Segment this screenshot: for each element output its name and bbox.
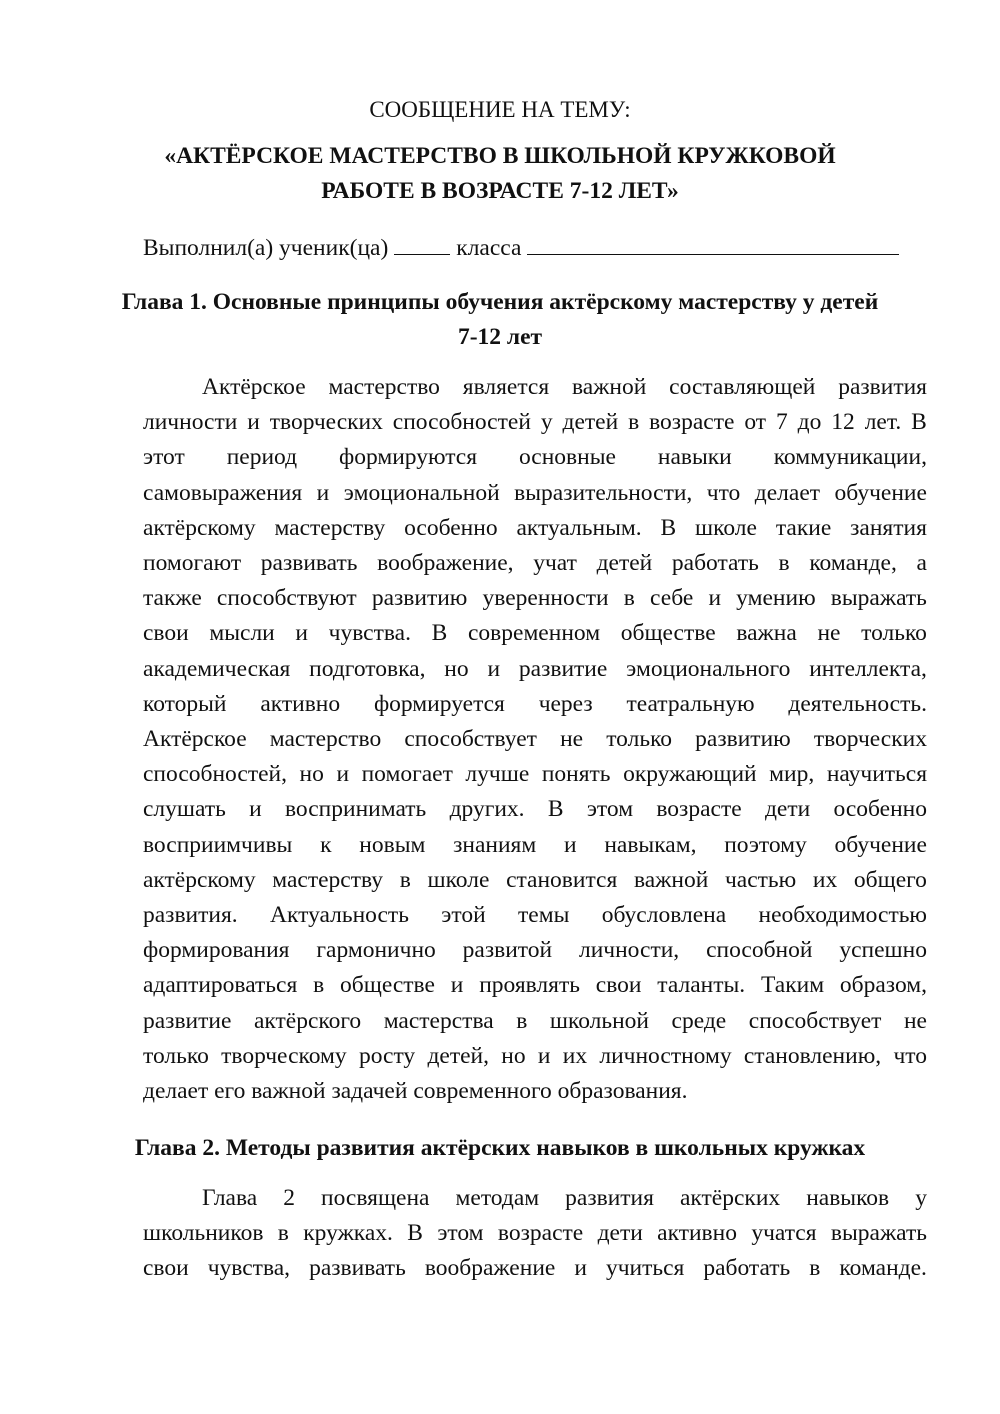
chapter1-heading-line-1: Глава 1. Основные принципы обучения актёрскому мастерству у детей xyxy=(121,289,879,315)
paragraph-line: свои чувства, развивать воображение и учиться работать в команде. xyxy=(143,1255,927,1282)
paragraph-line: развитие актёрского мастерства в школьной среде способствует не xyxy=(143,1007,927,1034)
paragraph-line: который активно формируется через театральную деятельность. xyxy=(143,690,927,717)
paragraph-line: способностей, но и помогает лучше понять окружающий мир, научиться xyxy=(143,761,927,788)
author-prefix: Выполнил(а) ученик(ца) xyxy=(143,235,389,261)
paragraph-line: школьников в кружках. В этом возрасте дети активно учатся выражать xyxy=(143,1220,927,1247)
chapter1-heading-line-2: 7-12 лет xyxy=(457,324,543,350)
paragraph-line: самовыражения и эмоциональной выразительности, что делает обучение xyxy=(143,479,927,506)
chapter2-heading: Глава 2. Методы развития актёрских навыков в школьных кружках xyxy=(134,1135,866,1161)
paragraph-line: формирования гармонично развитой личности, способной успешно xyxy=(143,937,927,964)
paragraph-line: актёрскому мастерству в школе становится важной частью их общего xyxy=(143,866,927,893)
paragraph-line: также способствуют развитию уверенности в себе и умению выражать xyxy=(143,585,927,612)
paragraph-line: слушать и воспринимать других. В этом возрасте дети особенно xyxy=(143,796,927,823)
paragraph-line: свои мысли и чувства. В современном обществе важна не только xyxy=(143,620,927,647)
author-class-label: класса xyxy=(456,235,522,261)
document-title-line-2: РАБОТЕ В ВОЗРАСТЕ 7-12 ЛЕТ» xyxy=(321,178,679,204)
paragraph-line: развития. Актуальность этой темы обусловлена необходимостью xyxy=(143,902,927,928)
paragraph-line: только творческому росту детей, но и их личностному становлению, что xyxy=(143,1042,927,1069)
paragraph-line: Глава 2 посвящена методам развития актёрских навыков у xyxy=(202,1185,927,1211)
paragraph-line: этот период формируются основные навыки коммуникации, xyxy=(143,444,927,471)
paragraph-line: Актёрское мастерство способствует не только развитию творческих xyxy=(143,726,927,752)
paragraph-line: помогают развивать воображение, учат детей работать в команде, а xyxy=(143,550,927,576)
paragraph-line: академическая подготовка, но и развитие эмоционального интеллекта, xyxy=(143,655,927,682)
author-line xyxy=(143,232,899,262)
grade-blank xyxy=(394,232,450,255)
name-blank xyxy=(527,232,899,255)
paragraph-line: личности и творческих способностей у детей в возрасте от 7 до 12 лет. В xyxy=(143,409,927,436)
paragraph-line: актёрскому мастерству особенно актуальным. В школе такие занятия xyxy=(143,514,927,541)
paragraph-line: Актёрское мастерство является важной составляющей развития xyxy=(202,374,927,400)
paragraph-line: восприимчивы к новым знаниям и навыкам, поэтому обучение xyxy=(143,831,927,858)
paragraph-line: адаптироваться в обществе и проявлять свои таланты. Таким образом, xyxy=(143,972,927,999)
document-kicker: СООБЩЕНИЕ НА ТЕМУ: xyxy=(369,97,631,122)
paragraph-line: делает его важной задачей современного образования. xyxy=(143,1078,688,1104)
document-title-line-1: «АКТЁРСКОЕ МАСТЕРСТВО В ШКОЛЬНОЙ КРУЖКОВОЙ xyxy=(164,143,836,169)
